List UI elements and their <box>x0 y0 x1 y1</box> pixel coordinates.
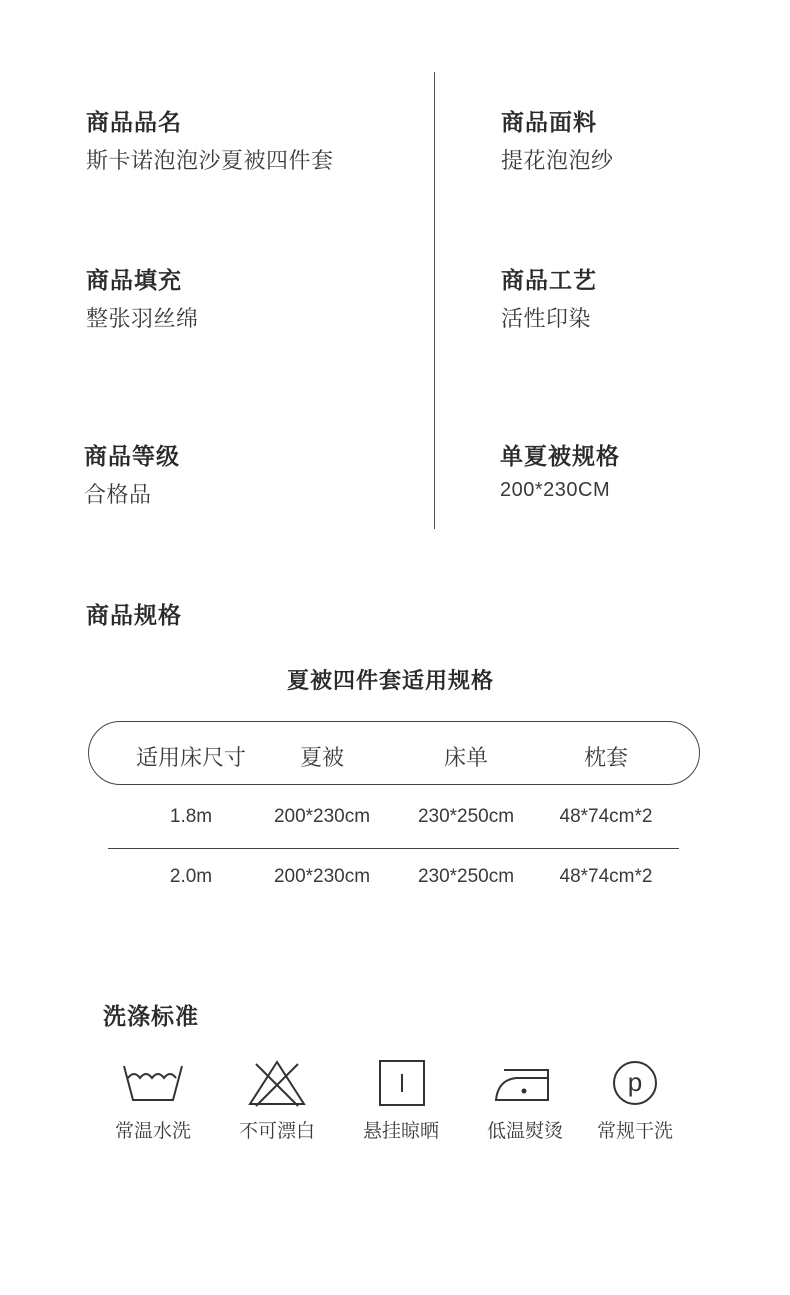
dry-clean-icon <box>600 1058 670 1108</box>
header-pillowcase: 枕套 <box>583 746 629 771</box>
table-cell: 230*250cm <box>417 806 515 827</box>
spec-name-value: 斯卡诺泡泡沙夏被四件套 <box>86 149 334 174</box>
hand-wash-icon <box>118 1058 188 1108</box>
table-cell: 200*230cm <box>273 806 371 827</box>
low-iron-icon <box>490 1058 560 1108</box>
care-item-hang-dry <box>351 1058 451 1143</box>
spec-fabric-value: 提花泡泡纱 <box>501 149 614 174</box>
header-bed-size: 适用床尺寸 <box>135 746 247 771</box>
care-item-hand-wash <box>103 1058 203 1143</box>
spec-filling-value: 整张羽丝绵 <box>86 307 199 332</box>
care-item-dry-clean <box>585 1058 685 1143</box>
care-label: 低温熨烫 <box>486 1120 563 1142</box>
header-sheet: 床单 <box>443 746 489 771</box>
spec-quilt-size-value: 200*230CM <box>500 479 611 501</box>
spec-craft-value: 活性印染 <box>501 307 592 332</box>
no-bleach-icon <box>242 1058 312 1108</box>
row-divider <box>108 848 679 849</box>
size-section-title: 商品规格 <box>86 603 182 629</box>
spec-name-label: 商品品名 <box>86 110 182 136</box>
table-cell: 1.8m <box>169 806 213 827</box>
care-label: 常温水洗 <box>114 1120 191 1142</box>
spec-grade-label: 商品等级 <box>84 444 180 470</box>
hang-dry-icon <box>366 1058 436 1108</box>
table-cell: 48*74cm*2 <box>559 866 653 887</box>
care-label: 不可漂白 <box>238 1120 315 1142</box>
table-cell: 200*230cm <box>273 866 371 887</box>
care-item-low-iron <box>475 1058 575 1143</box>
vertical-divider <box>434 72 435 529</box>
size-table-title: 夏被四件套适用规格 <box>287 669 495 694</box>
header-quilt: 夏被 <box>299 746 345 771</box>
care-item-no-bleach <box>227 1058 327 1143</box>
spec-grade-value: 合格品 <box>84 483 152 508</box>
spec-craft-label: 商品工艺 <box>501 268 597 294</box>
table-cell: 48*74cm*2 <box>559 806 653 827</box>
care-label: 常规干洗 <box>596 1120 673 1142</box>
spec-filling-label: 商品填充 <box>86 268 182 294</box>
table-cell: 230*250cm <box>417 866 515 887</box>
care-label: 悬挂晾晒 <box>362 1120 439 1142</box>
svg-text:p: p <box>627 1067 643 1097</box>
spec-fabric-label: 商品面料 <box>501 110 597 136</box>
table-cell: 2.0m <box>169 866 213 887</box>
care-section-title: 洗涤标准 <box>103 1004 199 1030</box>
spec-quilt-size-label: 单夏被规格 <box>500 444 620 470</box>
